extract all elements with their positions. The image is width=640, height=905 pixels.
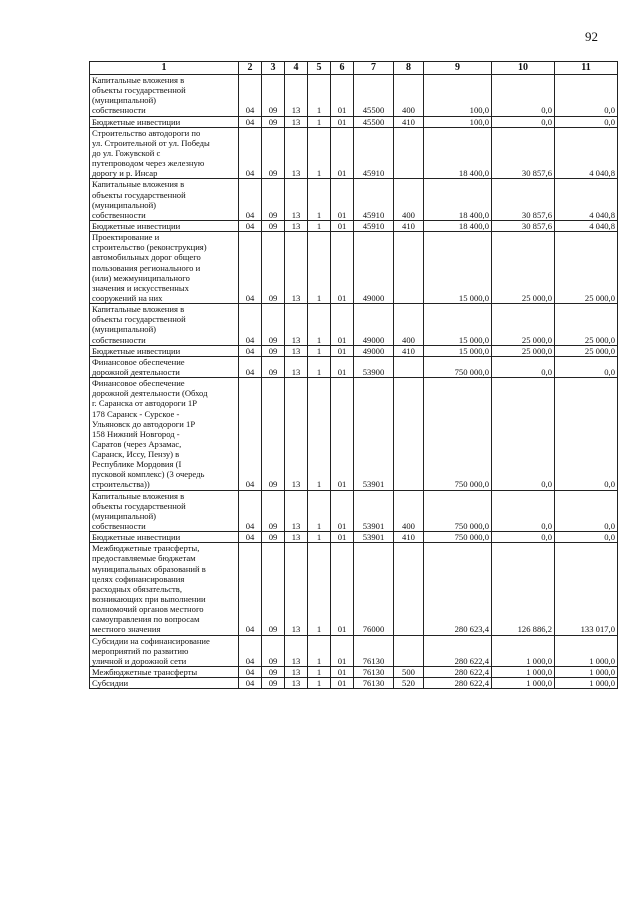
amount-year-2: 0,0 [492,75,555,117]
subsection-code: 09 [262,356,285,377]
row-name: Капитальные вложения в объекты государственной (муниципальной) собственности [90,490,239,532]
subprogram-code: 1 [308,75,331,117]
section-code: 04 [239,116,262,127]
row-name: Капитальные вложения в объекты государственной (муниципальной) собственности [90,304,239,346]
page-number: 92 [585,29,598,44]
row-name: Финансовое обеспечение дорожной деятельности (Обход г. Саранска от автодороги 1Р 178 Саранск - Сурское - Ульяновск до автодороги 1Р 158 Нижний Новгород - Саратов (через Арзамас, Саранск, Иссу, Пензу) в Республике Мордовия (I пусковой комплекс) (3 очередь строительства)) [90,378,239,491]
subprogram-code: 1 [308,127,331,179]
table-row [90,490,618,532]
subprogram-code: 1 [308,179,331,221]
subsection-code: 09 [262,127,285,179]
program-code: 13 [285,378,308,491]
subsection-code: 09 [262,635,285,666]
program-code: 13 [285,543,308,635]
expense-type-code: 500 [394,667,424,678]
amount-year-1: 280 623,4 [424,543,492,635]
program-code: 13 [285,678,308,689]
table-row [90,378,618,491]
event-code: 01 [331,490,354,532]
amount-year-2: 25 000,0 [492,304,555,346]
column-header: 9 [424,62,492,75]
program-code: 13 [285,232,308,304]
amount-year-2: 30 857,6 [492,127,555,179]
table-row [90,304,618,346]
direction-code: 76130 [354,635,394,666]
amount-year-3: 0,0 [555,490,618,532]
row-name: Капитальные вложения в объекты государственной (муниципальной) собственности [90,179,239,221]
event-code: 01 [331,635,354,666]
row-name: Бюджетные инвестиции [90,532,239,543]
expense-type-code [394,543,424,635]
amount-year-3: 25 000,0 [555,345,618,356]
section-code: 04 [239,678,262,689]
table-row [90,127,618,179]
table-row [90,543,618,635]
amount-year-2: 1 000,0 [492,678,555,689]
direction-code: 49000 [354,232,394,304]
subprogram-code: 1 [308,490,331,532]
expense-type-code: 520 [394,678,424,689]
amount-year-2: 0,0 [492,490,555,532]
row-name: Капитальные вложения в объекты государственной (муниципальной) собственности [90,75,239,117]
direction-code: 45910 [354,127,394,179]
table-row [90,356,618,377]
event-code: 01 [331,378,354,491]
amount-year-3: 0,0 [555,75,618,117]
amount-year-2: 30 857,6 [492,179,555,221]
amount-year-2: 30 857,6 [492,220,555,231]
direction-code: 49000 [354,304,394,346]
amount-year-3: 1 000,0 [555,635,618,666]
table-row [90,179,618,221]
column-header: 4 [285,62,308,75]
program-code: 13 [285,532,308,543]
program-code: 13 [285,304,308,346]
table-row [90,532,618,543]
amount-year-3: 0,0 [555,532,618,543]
subprogram-code: 1 [308,356,331,377]
subprogram-code: 1 [308,116,331,127]
amount-year-2: 25 000,0 [492,345,555,356]
table-row [90,635,618,666]
table-row [90,232,618,304]
direction-code: 45500 [354,75,394,117]
subsection-code: 09 [262,678,285,689]
row-name: Бюджетные инвестиции [90,345,239,356]
amount-year-2: 0,0 [492,356,555,377]
program-code: 13 [285,356,308,377]
section-code: 04 [239,179,262,221]
column-header: 10 [492,62,555,75]
event-code: 01 [331,116,354,127]
direction-code: 45910 [354,179,394,221]
expense-type-code [394,127,424,179]
amount-year-3: 0,0 [555,116,618,127]
column-header: 7 [354,62,394,75]
row-name: Строительство автодороги по ул. Строительной от ул. Победы до ул. Гожувской с путепроводом через железную дорогу и р. Инсар [90,127,239,179]
column-header: 5 [308,62,331,75]
row-name: Субсидии [90,678,239,689]
amount-year-3: 4 040,8 [555,179,618,221]
amount-year-1: 18 400,0 [424,127,492,179]
amount-year-1: 18 400,0 [424,179,492,221]
event-code: 01 [331,179,354,221]
amount-year-2: 1 000,0 [492,667,555,678]
row-name: Субсидии на софинансирование мероприятий по развитию уличной и дорожной сети [90,635,239,666]
direction-code: 53901 [354,532,394,543]
section-code: 04 [239,220,262,231]
budget-table [89,61,618,689]
program-code: 13 [285,179,308,221]
amount-year-3: 25 000,0 [555,232,618,304]
column-header: 8 [394,62,424,75]
subsection-code: 09 [262,232,285,304]
amount-year-2: 0,0 [492,378,555,491]
amount-year-1: 15 000,0 [424,304,492,346]
program-code: 13 [285,635,308,666]
column-header: 11 [555,62,618,75]
row-name: Бюджетные инвестиции [90,220,239,231]
event-code: 01 [331,304,354,346]
direction-code: 45500 [354,116,394,127]
row-name: Межбюджетные трансферты, предоставляемые бюджетам муниципальных образований в целях софинансирования расходных обязательств, возникающих при выполнении полномочий органов местного самоуправления по вопросам местного значения [90,543,239,635]
section-code: 04 [239,356,262,377]
column-header: 3 [262,62,285,75]
amount-year-1: 750 000,0 [424,490,492,532]
subprogram-code: 1 [308,304,331,346]
table-body [90,75,618,689]
expense-type-code: 400 [394,490,424,532]
table-row [90,220,618,231]
expense-type-code [394,378,424,491]
subsection-code: 09 [262,220,285,231]
subprogram-code: 1 [308,378,331,491]
subsection-code: 09 [262,116,285,127]
section-code: 04 [239,75,262,117]
event-code: 01 [331,232,354,304]
amount-year-2: 25 000,0 [492,232,555,304]
program-code: 13 [285,345,308,356]
amount-year-3: 4 040,8 [555,220,618,231]
direction-code: 53901 [354,378,394,491]
subprogram-code: 1 [308,678,331,689]
table-row [90,345,618,356]
subprogram-code: 1 [308,667,331,678]
amount-year-3: 4 040,8 [555,127,618,179]
amount-year-2: 0,0 [492,116,555,127]
section-code: 04 [239,127,262,179]
row-name: Финансовое обеспечение дорожной деятельности [90,356,239,377]
amount-year-3: 0,0 [555,356,618,377]
subsection-code: 09 [262,667,285,678]
direction-code: 76130 [354,678,394,689]
direction-code: 53901 [354,490,394,532]
subprogram-code: 1 [308,532,331,543]
event-code: 01 [331,75,354,117]
event-code: 01 [331,667,354,678]
subsection-code: 09 [262,378,285,491]
amount-year-1: 15 000,0 [424,232,492,304]
section-code: 04 [239,232,262,304]
section-code: 04 [239,667,262,678]
section-code: 04 [239,635,262,666]
program-code: 13 [285,75,308,117]
row-name: Проектирование и строительство (реконструкция) автомобильных дорог общего пользования регионального и (или) межмуниципального значения и искусственных сооружений на них [90,232,239,304]
event-code: 01 [331,127,354,179]
expense-type-code [394,635,424,666]
direction-code: 76000 [354,543,394,635]
section-code: 04 [239,543,262,635]
amount-year-1: 100,0 [424,75,492,117]
row-name: Бюджетные инвестиции [90,116,239,127]
event-code: 01 [331,532,354,543]
program-code: 13 [285,667,308,678]
subsection-code: 09 [262,543,285,635]
column-header: 1 [90,62,239,75]
amount-year-1: 280 622,4 [424,667,492,678]
subprogram-code: 1 [308,220,331,231]
expense-type-code: 400 [394,179,424,221]
amount-year-3: 25 000,0 [555,304,618,346]
amount-year-3: 1 000,0 [555,667,618,678]
subsection-code: 09 [262,75,285,117]
section-code: 04 [239,345,262,356]
table-row [90,667,618,678]
event-code: 01 [331,220,354,231]
section-code: 04 [239,490,262,532]
subprogram-code: 1 [308,345,331,356]
subprogram-code: 1 [308,232,331,304]
amount-year-1: 100,0 [424,116,492,127]
expense-type-code [394,232,424,304]
expense-type-code: 410 [394,345,424,356]
amount-year-3: 133 017,0 [555,543,618,635]
direction-code: 45910 [354,220,394,231]
expense-type-code: 400 [394,75,424,117]
program-code: 13 [285,127,308,179]
table-header-row [90,62,618,75]
expense-type-code: 410 [394,532,424,543]
direction-code: 53900 [354,356,394,377]
expense-type-code [394,356,424,377]
section-code: 04 [239,378,262,491]
amount-year-1: 280 622,4 [424,635,492,666]
amount-year-1: 15 000,0 [424,345,492,356]
expense-type-code: 410 [394,116,424,127]
amount-year-1: 18 400,0 [424,220,492,231]
event-code: 01 [331,356,354,377]
amount-year-3: 1 000,0 [555,678,618,689]
event-code: 01 [331,345,354,356]
event-code: 01 [331,678,354,689]
amount-year-1: 750 000,0 [424,356,492,377]
expense-type-code: 410 [394,220,424,231]
subprogram-code: 1 [308,543,331,635]
event-code: 01 [331,543,354,635]
row-name: Межбюджетные трансферты [90,667,239,678]
table-row [90,116,618,127]
program-code: 13 [285,116,308,127]
amount-year-1: 280 622,4 [424,678,492,689]
column-header: 6 [331,62,354,75]
subsection-code: 09 [262,179,285,221]
amount-year-2: 126 886,2 [492,543,555,635]
section-code: 04 [239,532,262,543]
amount-year-1: 750 000,0 [424,378,492,491]
program-code: 13 [285,490,308,532]
expense-type-code: 400 [394,304,424,346]
amount-year-2: 0,0 [492,532,555,543]
subsection-code: 09 [262,532,285,543]
amount-year-3: 0,0 [555,378,618,491]
section-code: 04 [239,304,262,346]
direction-code: 76130 [354,667,394,678]
program-code: 13 [285,220,308,231]
table-row [90,678,618,689]
amount-year-2: 1 000,0 [492,635,555,666]
direction-code: 49000 [354,345,394,356]
subprogram-code: 1 [308,635,331,666]
subsection-code: 09 [262,345,285,356]
subsection-code: 09 [262,304,285,346]
column-header: 2 [239,62,262,75]
subsection-code: 09 [262,490,285,532]
table-row [90,75,618,117]
amount-year-1: 750 000,0 [424,532,492,543]
